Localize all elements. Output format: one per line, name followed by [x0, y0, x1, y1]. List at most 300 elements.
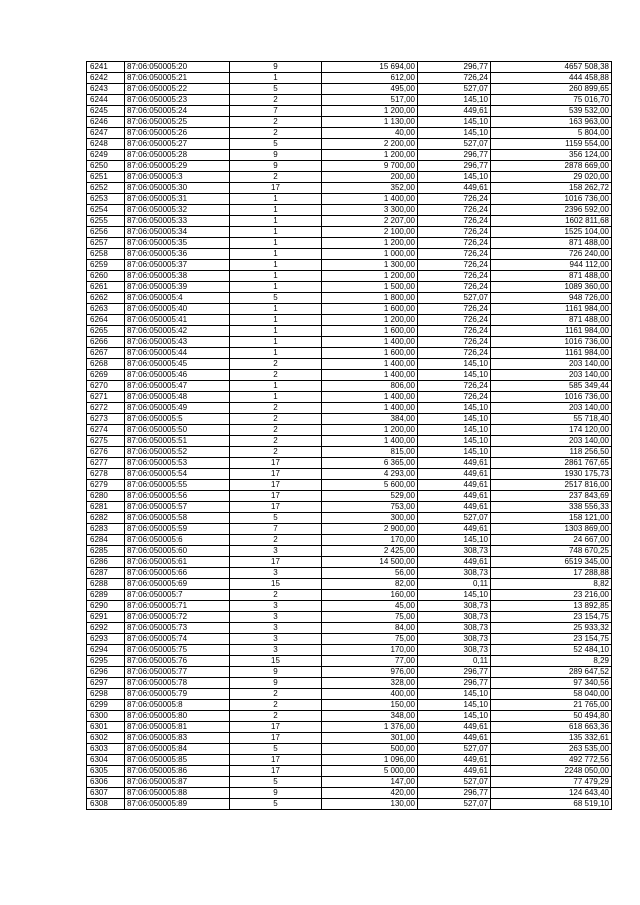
group-code-cell: 17	[230, 722, 322, 733]
specific-value-cell: 296,77	[418, 62, 491, 73]
table-row	[87, 667, 612, 678]
group-code-cell: 9	[230, 667, 322, 678]
area-cell: 4 293,00	[322, 469, 418, 480]
row-number-cell: 6248	[87, 139, 125, 150]
row-number-cell: 6261	[87, 282, 125, 293]
specific-value-cell: 145,10	[418, 689, 491, 700]
group-code-cell: 2	[230, 447, 322, 458]
group-code-cell: 1	[230, 304, 322, 315]
cadastral-number-cell: 87:06:050005:89	[125, 799, 230, 810]
area-cell: 517,00	[322, 95, 418, 106]
area-cell: 2 900,00	[322, 524, 418, 535]
cadastral-value-cell: 203 140,00	[491, 403, 612, 414]
cadastral-number-cell: 87:06:050005:24	[125, 106, 230, 117]
cadastral-value-cell: 203 140,00	[491, 370, 612, 381]
specific-value-cell: 726,24	[418, 315, 491, 326]
row-number-cell: 6284	[87, 535, 125, 546]
specific-value-cell: 449,61	[418, 491, 491, 502]
area-cell: 1 400,00	[322, 392, 418, 403]
row-number-cell: 6256	[87, 227, 125, 238]
row-number-cell: 6272	[87, 403, 125, 414]
cadastral-number-cell: 87:06:050005:76	[125, 656, 230, 667]
cadastral-number-cell: 87:06:050005:27	[125, 139, 230, 150]
specific-value-cell: 449,61	[418, 733, 491, 744]
cadastral-value-cell: 8,82	[491, 579, 612, 590]
area-cell: 5 000,00	[322, 766, 418, 777]
cadastral-number-cell: 87:06:050005:26	[125, 128, 230, 139]
cadastral-value-cell: 260 899,65	[491, 84, 612, 95]
area-cell: 1 200,00	[322, 238, 418, 249]
area-cell: 806,00	[322, 381, 418, 392]
area-cell: 1 096,00	[322, 755, 418, 766]
area-cell: 84,00	[322, 623, 418, 634]
cadastral-value-cell: 58 040,00	[491, 689, 612, 700]
table-row	[87, 623, 612, 634]
cadastral-value-cell: 124 643,40	[491, 788, 612, 799]
row-number-cell: 6274	[87, 425, 125, 436]
specific-value-cell: 449,61	[418, 183, 491, 194]
row-number-cell: 6290	[87, 601, 125, 612]
area-cell: 147,00	[322, 777, 418, 788]
specific-value-cell: 726,24	[418, 205, 491, 216]
row-number-cell: 6249	[87, 150, 125, 161]
table-row	[87, 546, 612, 557]
group-code-cell: 9	[230, 161, 322, 172]
group-code-cell: 15	[230, 656, 322, 667]
row-number-cell: 6296	[87, 667, 125, 678]
cadastral-value-cell: 944 112,00	[491, 260, 612, 271]
table-row	[87, 590, 612, 601]
cadastral-value-cell: 203 140,00	[491, 436, 612, 447]
group-code-cell: 5	[230, 293, 322, 304]
row-number-cell: 6247	[87, 128, 125, 139]
area-cell: 753,00	[322, 502, 418, 513]
cadastral-value-cell: 948 726,00	[491, 293, 612, 304]
area-cell: 2 425,00	[322, 546, 418, 557]
cadastral-number-cell: 87:06:050005:52	[125, 447, 230, 458]
cadastral-value-cell: 174 120,00	[491, 425, 612, 436]
row-number-cell: 6294	[87, 645, 125, 656]
cadastral-value-cell: 2878 669,00	[491, 161, 612, 172]
specific-value-cell: 145,10	[418, 447, 491, 458]
table-row	[87, 579, 612, 590]
row-number-cell: 6301	[87, 722, 125, 733]
cadastral-value-cell: 237 843,69	[491, 491, 612, 502]
cadastral-number-cell: 87:06:050005:30	[125, 183, 230, 194]
row-number-cell: 6242	[87, 73, 125, 84]
specific-value-cell: 527,07	[418, 84, 491, 95]
specific-value-cell: 726,24	[418, 337, 491, 348]
cadastral-value-cell: 158 121,00	[491, 513, 612, 524]
row-number-cell: 6288	[87, 579, 125, 590]
area-cell: 529,00	[322, 491, 418, 502]
group-code-cell: 1	[230, 326, 322, 337]
row-number-cell: 6275	[87, 436, 125, 447]
cadastral-number-cell: 87:06:050005:53	[125, 458, 230, 469]
table-row	[87, 381, 612, 392]
specific-value-cell: 308,73	[418, 568, 491, 579]
table-row	[87, 326, 612, 337]
group-code-cell: 1	[230, 194, 322, 205]
cadastral-value-cell: 4657 508,38	[491, 62, 612, 73]
row-number-cell: 6295	[87, 656, 125, 667]
specific-value-cell: 145,10	[418, 117, 491, 128]
cadastral-value-cell: 163 963,00	[491, 117, 612, 128]
area-cell: 75,00	[322, 634, 418, 645]
row-number-cell: 6287	[87, 568, 125, 579]
specific-value-cell: 308,73	[418, 623, 491, 634]
specific-value-cell: 145,10	[418, 359, 491, 370]
cadastral-number-cell: 87:06:050005:29	[125, 161, 230, 172]
group-code-cell: 7	[230, 106, 322, 117]
table-row	[87, 436, 612, 447]
area-cell: 200,00	[322, 172, 418, 183]
cadastral-number-cell: 87:06:050005:21	[125, 73, 230, 84]
area-cell: 1 300,00	[322, 260, 418, 271]
cadastral-value-cell: 2396 592,00	[491, 205, 612, 216]
table-row	[87, 469, 612, 480]
group-code-cell: 3	[230, 568, 322, 579]
group-code-cell: 1	[230, 73, 322, 84]
cadastral-number-cell: 87:06:050005:37	[125, 260, 230, 271]
cadastral-number-cell: 87:06:050005:83	[125, 733, 230, 744]
specific-value-cell: 726,24	[418, 238, 491, 249]
group-code-cell: 3	[230, 601, 322, 612]
area-cell: 1 600,00	[322, 348, 418, 359]
cadastral-number-cell: 87:06:050005:25	[125, 117, 230, 128]
specific-value-cell: 296,77	[418, 150, 491, 161]
cadastral-number-cell: 87:06:050005:32	[125, 205, 230, 216]
row-number-cell: 6263	[87, 304, 125, 315]
table-row	[87, 161, 612, 172]
group-code-cell: 3	[230, 623, 322, 634]
cadastral-number-cell: 87:06:050005:39	[125, 282, 230, 293]
cadastral-number-cell: 87:06:050005:42	[125, 326, 230, 337]
table-row	[87, 524, 612, 535]
cadastral-value-cell: 1159 554,00	[491, 139, 612, 150]
group-code-cell: 1	[230, 315, 322, 326]
specific-value-cell: 527,07	[418, 139, 491, 150]
area-cell: 40,00	[322, 128, 418, 139]
group-code-cell: 5	[230, 84, 322, 95]
row-number-cell: 6245	[87, 106, 125, 117]
table-row	[87, 788, 612, 799]
specific-value-cell: 145,10	[418, 403, 491, 414]
specific-value-cell: 726,24	[418, 282, 491, 293]
cadastral-number-cell: 87:06:050005:87	[125, 777, 230, 788]
group-code-cell: 17	[230, 733, 322, 744]
cadastral-value-cell: 1602 811,68	[491, 216, 612, 227]
group-code-cell: 2	[230, 590, 322, 601]
table-row	[87, 777, 612, 788]
cadastral-value-cell: 871 488,00	[491, 271, 612, 282]
cadastral-value-cell: 24 667,00	[491, 535, 612, 546]
group-code-cell: 2	[230, 535, 322, 546]
row-number-cell: 6241	[87, 62, 125, 73]
cadastral-number-cell: 87:06:050005:77	[125, 667, 230, 678]
cadastral-number-cell: 87:06:050005:43	[125, 337, 230, 348]
specific-value-cell: 527,07	[418, 293, 491, 304]
cadastral-value-cell: 2517 816,00	[491, 480, 612, 491]
area-cell: 1 400,00	[322, 194, 418, 205]
cadastral-value-cell: 21 765,00	[491, 700, 612, 711]
cadastral-number-cell: 87:06:050005:55	[125, 480, 230, 491]
cadastral-value-cell: 6519 345,00	[491, 557, 612, 568]
cadastral-value-cell: 444 458,88	[491, 73, 612, 84]
group-code-cell: 1	[230, 249, 322, 260]
area-cell: 170,00	[322, 645, 418, 656]
group-code-cell: 17	[230, 755, 322, 766]
specific-value-cell: 726,24	[418, 348, 491, 359]
area-cell: 2 200,00	[322, 139, 418, 150]
cadastral-value-cell: 25 933,32	[491, 623, 612, 634]
specific-value-cell: 726,24	[418, 216, 491, 227]
row-number-cell: 6304	[87, 755, 125, 766]
area-cell: 1 376,00	[322, 722, 418, 733]
cadastral-number-cell: 87:06:050005:33	[125, 216, 230, 227]
specific-value-cell: 145,10	[418, 172, 491, 183]
table-row	[87, 425, 612, 436]
cadastral-number-cell: 87:06:050005:69	[125, 579, 230, 590]
area-cell: 1 400,00	[322, 370, 418, 381]
cadastral-number-cell: 87:06:050005:36	[125, 249, 230, 260]
group-code-cell: 17	[230, 557, 322, 568]
cadastral-number-cell: 87:06:050005:3	[125, 172, 230, 183]
row-number-cell: 6271	[87, 392, 125, 403]
area-cell: 301,00	[322, 733, 418, 744]
group-code-cell: 2	[230, 425, 322, 436]
group-code-cell: 1	[230, 216, 322, 227]
cadastral-value-cell: 50 494,80	[491, 711, 612, 722]
cadastral-value-cell: 585 349,44	[491, 381, 612, 392]
cadastral-number-cell: 87:06:050005:5	[125, 414, 230, 425]
specific-value-cell: 726,24	[418, 260, 491, 271]
cadastral-number-cell: 87:06:050005:31	[125, 194, 230, 205]
group-code-cell: 3	[230, 612, 322, 623]
cadastral-number-cell: 87:06:050005:35	[125, 238, 230, 249]
cadastral-value-cell: 8,29	[491, 656, 612, 667]
group-code-cell: 2	[230, 689, 322, 700]
row-number-cell: 6246	[87, 117, 125, 128]
cadastral-number-cell: 87:06:050005:7	[125, 590, 230, 601]
cadastral-value-cell: 2248 050,00	[491, 766, 612, 777]
row-number-cell: 6264	[87, 315, 125, 326]
row-number-cell: 6308	[87, 799, 125, 810]
area-cell: 400,00	[322, 689, 418, 700]
cadastral-value-cell: 1161 984,00	[491, 348, 612, 359]
row-number-cell: 6254	[87, 205, 125, 216]
area-cell: 500,00	[322, 744, 418, 755]
row-number-cell: 6259	[87, 260, 125, 271]
group-code-cell: 5	[230, 777, 322, 788]
row-number-cell: 6303	[87, 744, 125, 755]
cadastral-number-cell: 87:06:050005:73	[125, 623, 230, 634]
row-number-cell: 6283	[87, 524, 125, 535]
cadastral-value-cell: 748 670,25	[491, 546, 612, 557]
group-code-cell: 17	[230, 458, 322, 469]
cadastral-number-cell: 87:06:050005:72	[125, 612, 230, 623]
cadastral-value-cell: 871 488,00	[491, 238, 612, 249]
cadastral-number-cell: 87:06:050005:57	[125, 502, 230, 513]
cadastral-number-cell: 87:06:050005:20	[125, 62, 230, 73]
specific-value-cell: 145,10	[418, 128, 491, 139]
table-row	[87, 172, 612, 183]
specific-value-cell: 145,10	[418, 425, 491, 436]
row-number-cell: 6293	[87, 634, 125, 645]
row-number-cell: 6307	[87, 788, 125, 799]
table-row	[87, 491, 612, 502]
specific-value-cell: 726,24	[418, 249, 491, 260]
cadastral-value-cell: 356 124,00	[491, 150, 612, 161]
table-row	[87, 568, 612, 579]
specific-value-cell: 308,73	[418, 546, 491, 557]
area-cell: 9 700,00	[322, 161, 418, 172]
row-number-cell: 6289	[87, 590, 125, 601]
cadastral-number-cell: 87:06:050005:80	[125, 711, 230, 722]
specific-value-cell: 726,24	[418, 326, 491, 337]
specific-value-cell: 726,24	[418, 381, 491, 392]
table-row	[87, 447, 612, 458]
specific-value-cell: 145,10	[418, 436, 491, 447]
specific-value-cell: 308,73	[418, 634, 491, 645]
group-code-cell: 17	[230, 502, 322, 513]
area-cell: 1 500,00	[322, 282, 418, 293]
table-row	[87, 73, 612, 84]
cadastral-value-cell: 203 140,00	[491, 359, 612, 370]
table-row	[87, 700, 612, 711]
specific-value-cell: 726,24	[418, 271, 491, 282]
cadastral-value-cell: 17 288,88	[491, 568, 612, 579]
row-number-cell: 6252	[87, 183, 125, 194]
specific-value-cell: 296,77	[418, 161, 491, 172]
cadastral-value-cell: 2861 767,65	[491, 458, 612, 469]
specific-value-cell: 449,61	[418, 755, 491, 766]
cadastral-number-cell: 87:06:050005:88	[125, 788, 230, 799]
area-cell: 56,00	[322, 568, 418, 579]
cadastral-value-cell: 77 479,29	[491, 777, 612, 788]
specific-value-cell: 527,07	[418, 513, 491, 524]
table-row	[87, 480, 612, 491]
cadastral-value-cell: 13 892,85	[491, 601, 612, 612]
cadastral-number-cell: 87:06:050005:79	[125, 689, 230, 700]
cadastral-value-cell: 23 216,00	[491, 590, 612, 601]
cadastral-value-cell: 52 484,10	[491, 645, 612, 656]
cadastral-number-cell: 87:06:050005:45	[125, 359, 230, 370]
cadastral-number-cell: 87:06:050005:46	[125, 370, 230, 381]
row-number-cell: 6273	[87, 414, 125, 425]
area-cell: 495,00	[322, 84, 418, 95]
cadastral-number-cell: 87:06:050005:22	[125, 84, 230, 95]
group-code-cell: 1	[230, 348, 322, 359]
cadastral-value-cell: 55 718,40	[491, 414, 612, 425]
row-number-cell: 6250	[87, 161, 125, 172]
cadastral-number-cell: 87:06:050005:71	[125, 601, 230, 612]
table-row	[87, 359, 612, 370]
cadastral-number-cell: 87:06:050005:28	[125, 150, 230, 161]
table-row	[87, 84, 612, 95]
area-cell: 1 000,00	[322, 249, 418, 260]
specific-value-cell: 726,24	[418, 227, 491, 238]
cadastral-number-cell: 87:06:050005:49	[125, 403, 230, 414]
cadastral-number-cell: 87:06:050005:86	[125, 766, 230, 777]
group-code-cell: 9	[230, 788, 322, 799]
table-row	[87, 799, 612, 810]
group-code-cell: 17	[230, 491, 322, 502]
table-row	[87, 513, 612, 524]
cadastral-number-cell: 87:06:050005:34	[125, 227, 230, 238]
row-number-cell: 6277	[87, 458, 125, 469]
row-number-cell: 6253	[87, 194, 125, 205]
group-code-cell: 7	[230, 524, 322, 535]
group-code-cell: 17	[230, 183, 322, 194]
area-cell: 1 400,00	[322, 359, 418, 370]
specific-value-cell: 726,24	[418, 73, 491, 84]
group-code-cell: 1	[230, 271, 322, 282]
row-number-cell: 6255	[87, 216, 125, 227]
row-number-cell: 6292	[87, 623, 125, 634]
row-number-cell: 6279	[87, 480, 125, 491]
row-number-cell: 6282	[87, 513, 125, 524]
table-row	[87, 766, 612, 777]
cadastral-value-cell: 1525 104,00	[491, 227, 612, 238]
row-number-cell: 6265	[87, 326, 125, 337]
row-number-cell: 6244	[87, 95, 125, 106]
cadastral-value-cell: 871 488,00	[491, 315, 612, 326]
table-row	[87, 557, 612, 568]
area-cell: 976,00	[322, 667, 418, 678]
table-row	[87, 634, 612, 645]
row-number-cell: 6299	[87, 700, 125, 711]
cadastral-number-cell: 87:06:050005:4	[125, 293, 230, 304]
group-code-cell: 1	[230, 260, 322, 271]
table-row	[87, 535, 612, 546]
cadastral-number-cell: 87:06:050005:74	[125, 634, 230, 645]
area-cell: 300,00	[322, 513, 418, 524]
area-cell: 130,00	[322, 799, 418, 810]
row-number-cell: 6305	[87, 766, 125, 777]
group-code-cell: 17	[230, 766, 322, 777]
table-row	[87, 106, 612, 117]
row-number-cell: 6278	[87, 469, 125, 480]
table-row	[87, 370, 612, 381]
area-cell: 1 400,00	[322, 337, 418, 348]
group-code-cell: 9	[230, 150, 322, 161]
area-cell: 1 600,00	[322, 326, 418, 337]
row-number-cell: 6276	[87, 447, 125, 458]
area-cell: 1 400,00	[322, 436, 418, 447]
table-row	[87, 183, 612, 194]
group-code-cell: 2	[230, 700, 322, 711]
cadastral-number-cell: 87:06:050005:47	[125, 381, 230, 392]
group-code-cell: 1	[230, 282, 322, 293]
group-code-cell: 3	[230, 546, 322, 557]
group-code-cell: 5	[230, 139, 322, 150]
area-cell: 612,00	[322, 73, 418, 84]
specific-value-cell: 145,10	[418, 370, 491, 381]
row-number-cell: 6306	[87, 777, 125, 788]
area-cell: 352,00	[322, 183, 418, 194]
area-cell: 2 207,00	[322, 216, 418, 227]
specific-value-cell: 726,24	[418, 392, 491, 403]
cadastral-number-cell: 87:06:050005:38	[125, 271, 230, 282]
specific-value-cell: 145,10	[418, 711, 491, 722]
table-row	[87, 601, 612, 612]
cadastral-value-cell: 338 556,33	[491, 502, 612, 513]
area-cell: 1 200,00	[322, 106, 418, 117]
table-row	[87, 711, 612, 722]
group-code-cell: 1	[230, 381, 322, 392]
specific-value-cell: 145,10	[418, 590, 491, 601]
